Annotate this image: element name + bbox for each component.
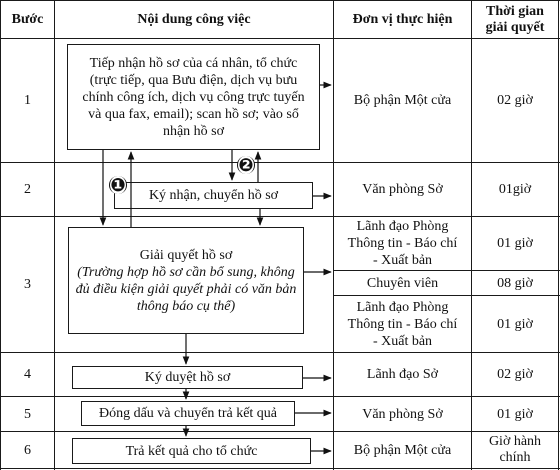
step-number: 1 bbox=[24, 93, 31, 108]
flow-box-sign-transfer bbox=[114, 182, 313, 209]
time-cell: 08 giờ bbox=[497, 275, 533, 291]
flow-box-label: Ký nhận, chuyển hồ sơ bbox=[148, 188, 279, 203]
table-border-right bbox=[558, 0, 559, 470]
badge-two: ❷ bbox=[238, 155, 254, 175]
time-cell: 01 giờ bbox=[497, 236, 533, 251]
header-content: Nội dung công việc bbox=[137, 12, 251, 27]
flow-box-label: Trả kết quả cho tổ chức bbox=[125, 443, 258, 459]
time-cell: 02 giờ bbox=[497, 93, 533, 108]
unit-cell: Bộ phận Một cửa bbox=[353, 93, 452, 108]
flow-box-note: (Trường hợp hồ sơ cần bổ sung, không đủ điều kiện giải quyết phải có văn bản thông báo cụ thể) bbox=[75, 264, 297, 314]
flow-box-resolve bbox=[68, 227, 304, 334]
unit-cell: Lãnh đạo Phòng Thông tin - Báo chí - Xuất bản bbox=[347, 219, 458, 268]
flow-box-label: Ký duyệt hồ sơ bbox=[144, 370, 231, 385]
step-number: 6 bbox=[24, 442, 31, 458]
unit-cell: Bộ phận Một cửa bbox=[353, 442, 452, 458]
flow-box-return bbox=[72, 438, 311, 464]
step-number: 5 bbox=[24, 406, 31, 422]
unit-cell: Văn phòng Sở bbox=[362, 406, 443, 422]
unit-cell: Lãnh đạo Sở bbox=[366, 367, 439, 382]
time-cell: 01giờ bbox=[498, 182, 532, 197]
flow-box-label: Tiếp nhận hồ sơ của cá nhân, tổ chức (trực tiếp, qua Bưu điện, dịch vụ bưu chính công ích, dịch vụ công trực tuyến và qua fax, email); scan hồ sơ; vào sổ nhận hồ sơ bbox=[82, 55, 305, 139]
header-step: Bước bbox=[11, 12, 44, 27]
flow-box-receive bbox=[67, 44, 320, 150]
step-number: 4 bbox=[24, 367, 31, 382]
badge-one: ❶ bbox=[110, 175, 126, 195]
flow-box-approve bbox=[72, 366, 303, 389]
time-cell: Giờ hành chính bbox=[488, 434, 542, 465]
flow-box-stamp bbox=[81, 401, 295, 426]
unit-cell: Lãnh đạo Phòng Thông tin - Báo chí - Xuất bản bbox=[347, 299, 458, 349]
column-divider bbox=[54, 0, 55, 470]
table-border-bottom bbox=[0, 468, 560, 469]
flow-box-label: Đóng dấu và chuyển trả kết quả bbox=[98, 406, 278, 421]
time-cell: 01 giờ bbox=[497, 316, 533, 332]
unit-cell: Chuyên viên bbox=[366, 275, 439, 291]
step-number: 3 bbox=[24, 277, 31, 292]
flow-box-label: Giải quyết hồ sơ bbox=[139, 247, 233, 263]
time-cell: 01 giờ bbox=[497, 406, 533, 422]
unit-cell: Văn phòng Sở bbox=[362, 182, 443, 197]
time-cell: 02 giờ bbox=[497, 367, 533, 382]
step-number: 2 bbox=[24, 182, 31, 197]
header-time: Thời gian giải quyết bbox=[485, 3, 545, 35]
header-unit: Đơn vị thực hiện bbox=[352, 12, 453, 27]
